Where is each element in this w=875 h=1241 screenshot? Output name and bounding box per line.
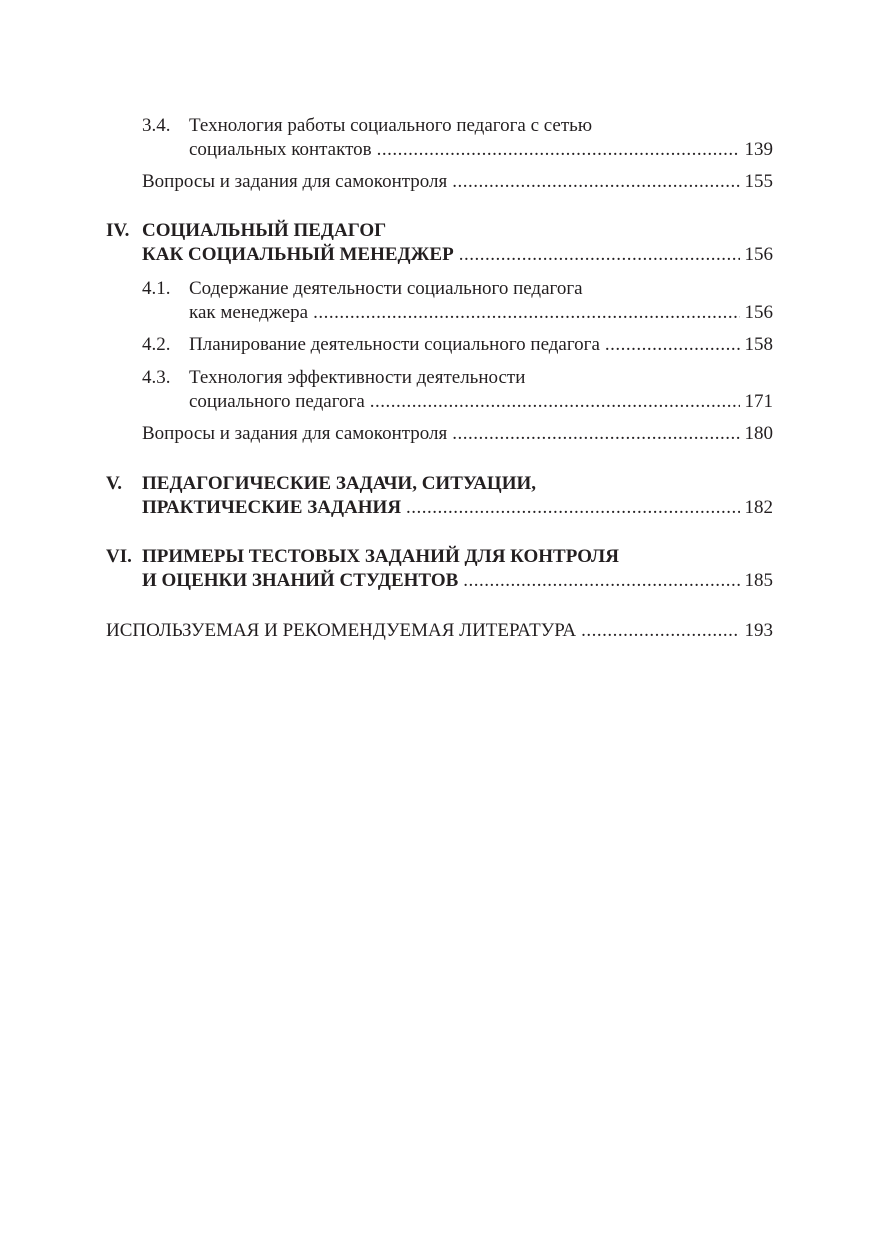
toc-chapter-5[interactable]	[142, 496, 773, 520]
toc-entry-4-3[interactable]	[189, 390, 773, 414]
page-number: 185	[744, 570, 773, 591]
toc-entry-title-line1: Технология эффективности деятельности	[189, 367, 526, 388]
toc-entry-number: 4.2.	[142, 334, 171, 355]
dot-leader	[452, 422, 739, 446]
toc-entry-4-2[interactable]	[189, 333, 773, 357]
toc-entry-title: Вопросы и задания для самоконтроля	[142, 171, 448, 192]
chapter-title-line2: КАК СОЦИАЛЬНЫЙ МЕНЕДЖЕР	[142, 244, 454, 265]
dot-leader	[377, 138, 740, 162]
toc-entry-questions-4[interactable]	[142, 422, 773, 446]
toc-entry-title-line1: Содержание деятельности социального педагога	[189, 278, 583, 299]
toc-entry-title-line2: социального педагога	[189, 391, 365, 412]
chapter-number: IV.	[106, 220, 130, 241]
chapter-title-line1: СОЦИАЛЬНЫЙ ПЕДАГОГ	[142, 220, 387, 241]
dot-leader	[605, 333, 740, 357]
toc-entry-title: Планирование деятельности социального педагога	[189, 334, 600, 355]
dot-leader	[313, 301, 739, 325]
page-number: 193	[744, 620, 773, 641]
toc-entry-4-1[interactable]	[189, 301, 773, 325]
toc-entry-title: ИСПОЛЬЗУЕМАЯ И РЕКОМЕНДУЕМАЯ ЛИТЕРАТУРА	[106, 620, 577, 641]
toc-entry-title-line1: Технология работы социального педагога с сетью	[189, 115, 593, 136]
dot-leader	[452, 170, 739, 194]
page-number: 171	[744, 391, 773, 412]
chapter-title-line1: ПЕДАГОГИЧЕСКИЕ ЗАДАЧИ, СИТУАЦИИ,	[142, 473, 536, 494]
toc-entry-title-line2: как менеджера	[189, 302, 309, 323]
toc-entry-number: 4.1.	[142, 278, 171, 299]
chapter-number: V.	[106, 473, 123, 494]
toc-entry-title-line2: социальных контактов	[189, 139, 372, 160]
dot-leader	[459, 243, 740, 267]
page-number: 156	[744, 244, 773, 265]
page-number: 139	[744, 139, 773, 160]
toc-chapter-4[interactable]	[142, 243, 773, 267]
page-number: 156	[744, 302, 773, 323]
toc-entry-title: Вопросы и задания для самоконтроля	[142, 423, 448, 444]
dot-leader	[581, 619, 739, 643]
chapter-title-line1: ПРИМЕРЫ ТЕСТОВЫХ ЗАДАНИЙ ДЛЯ КОНТРОЛЯ	[142, 546, 619, 567]
toc-chapter-6[interactable]	[142, 569, 773, 593]
toc-literature[interactable]	[106, 619, 773, 643]
page-number: 158	[744, 334, 773, 355]
chapter-number: VI.	[106, 546, 132, 567]
dot-leader	[406, 496, 739, 520]
toc-entry-number: 3.4.	[142, 115, 171, 136]
toc-entry-questions-3[interactable]	[142, 170, 773, 194]
page-number: 182	[744, 497, 773, 518]
page-number: 155	[744, 171, 773, 192]
page-number: 180	[744, 423, 773, 444]
chapter-title-line2: И ОЦЕНКИ ЗНАНИЙ СТУДЕНТОВ	[142, 570, 459, 591]
toc-entry-number: 4.3.	[142, 367, 171, 388]
chapter-title-line2: ПРАКТИЧЕСКИЕ ЗАДАНИЯ	[142, 497, 402, 518]
dot-leader	[463, 569, 739, 593]
toc-entry-3-4[interactable]	[189, 138, 773, 162]
dot-leader	[370, 390, 740, 414]
